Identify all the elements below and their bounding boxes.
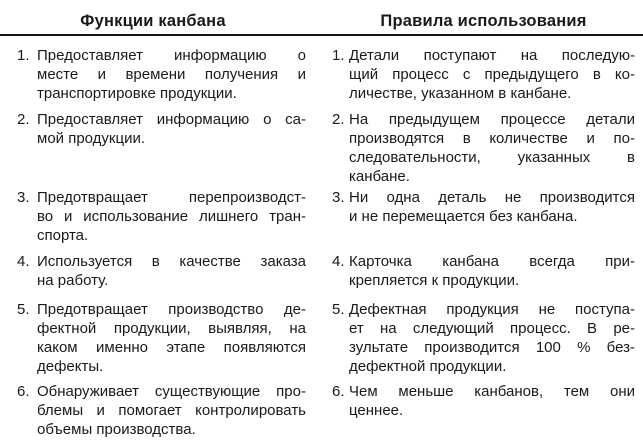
item-text-line: транспортировке продукции. — [37, 85, 237, 102]
item-text-line: месте и времени получения и — [37, 66, 306, 83]
item-text-line: фектной продукции, выявляя, на — [37, 320, 306, 337]
item-text-line: следовательности, указанных в — [349, 149, 635, 166]
item-number: 5. — [332, 301, 345, 318]
table-row — [0, 110, 643, 186]
item-number: 6. — [17, 383, 30, 400]
item-text-line: Дефектная продукция не поступа- — [349, 301, 635, 318]
item-number: 3. — [332, 189, 345, 206]
item-text — [37, 188, 306, 245]
item-number: 5. — [17, 301, 30, 318]
item-text — [349, 46, 635, 103]
item-text-line: Используется в качестве заказа — [37, 253, 306, 270]
item-text-line: Ни одна деталь не производится — [349, 189, 635, 206]
table-row — [0, 46, 643, 103]
item-text-line: дефектной продукции. — [349, 358, 507, 375]
item-text — [349, 300, 635, 376]
item-number: 1. — [17, 47, 30, 64]
item-number: 6. — [332, 383, 345, 400]
item-text-line: Карточка канбана всегда при- — [349, 253, 635, 270]
table-row — [0, 382, 643, 439]
table-row — [0, 252, 643, 290]
list-item — [0, 252, 306, 290]
item-text — [349, 110, 635, 186]
item-text-line: и не перемещается без канбана. — [349, 208, 578, 225]
item-text-line: Предотвращает производство де- — [37, 301, 306, 318]
item-number: 4. — [332, 253, 345, 270]
item-text-line: крепляется к продукции. — [349, 272, 520, 289]
item-text — [37, 110, 306, 148]
item-text-line: ет на следующий процесс. В ре- — [349, 320, 635, 337]
item-text-line: дефекты. — [37, 358, 104, 375]
list-item — [332, 382, 635, 420]
item-text-line: канбане. — [349, 168, 410, 185]
item-text-line: производятся в количестве и по- — [349, 130, 635, 147]
item-text-line: спорта. — [37, 227, 89, 244]
item-number: 1. — [332, 47, 345, 64]
table-row — [0, 188, 643, 245]
item-text-line: На предыдущем процессе детали — [349, 111, 635, 128]
item-text-line: ценнее. — [349, 402, 404, 419]
list-item — [332, 252, 635, 290]
item-text — [37, 300, 306, 376]
item-text-line: мой продукции. — [37, 130, 146, 147]
item-text-line: зультате производится 100 % без- — [349, 339, 635, 356]
list-item — [332, 300, 635, 376]
table-row — [0, 300, 643, 376]
item-number: 3. — [17, 189, 30, 206]
item-text-line: Предотвращает перепроизводст- — [37, 189, 306, 206]
table-body — [0, 46, 643, 439]
item-text — [37, 252, 306, 290]
column-header-functions: Функции канбана — [80, 12, 226, 30]
item-text — [349, 188, 635, 226]
item-text-line: Предоставляет информацию о са- — [37, 111, 306, 128]
item-text-line: во и использование лишнего тран- — [37, 208, 306, 225]
item-number: 2. — [332, 111, 345, 128]
list-item — [332, 188, 635, 226]
item-number: 4. — [17, 253, 30, 270]
list-item — [0, 46, 306, 103]
item-text-line: Предоставляет информацию о — [37, 47, 306, 64]
item-text — [37, 382, 306, 439]
item-text-line: каком именно этапе появляются — [37, 339, 306, 356]
item-text — [349, 382, 635, 420]
item-text-line: Обнаруживает существующие про- — [37, 383, 306, 400]
item-number: 2. — [17, 111, 30, 128]
list-item — [332, 110, 635, 186]
item-text-line: блемы и помогает контролировать — [37, 402, 306, 419]
item-text — [349, 252, 635, 290]
list-item — [0, 110, 306, 148]
item-text-line: Чем меньше канбанов, тем они — [349, 383, 635, 400]
item-text-line: щий процесс с предыдущего в ко- — [349, 66, 635, 83]
list-item — [0, 300, 306, 376]
item-text-line: личестве, указанном в канбане. — [349, 85, 572, 102]
item-text-line: Детали поступают на последую- — [349, 47, 635, 64]
table-header-row — [0, 0, 643, 36]
list-item — [0, 188, 306, 245]
list-item — [0, 382, 306, 439]
item-text — [37, 46, 306, 103]
item-text-line: на работу. — [37, 272, 109, 289]
column-header-rules: Правила использования — [380, 12, 587, 30]
item-text-line: объемы производства. — [37, 421, 196, 438]
list-item — [332, 46, 635, 103]
